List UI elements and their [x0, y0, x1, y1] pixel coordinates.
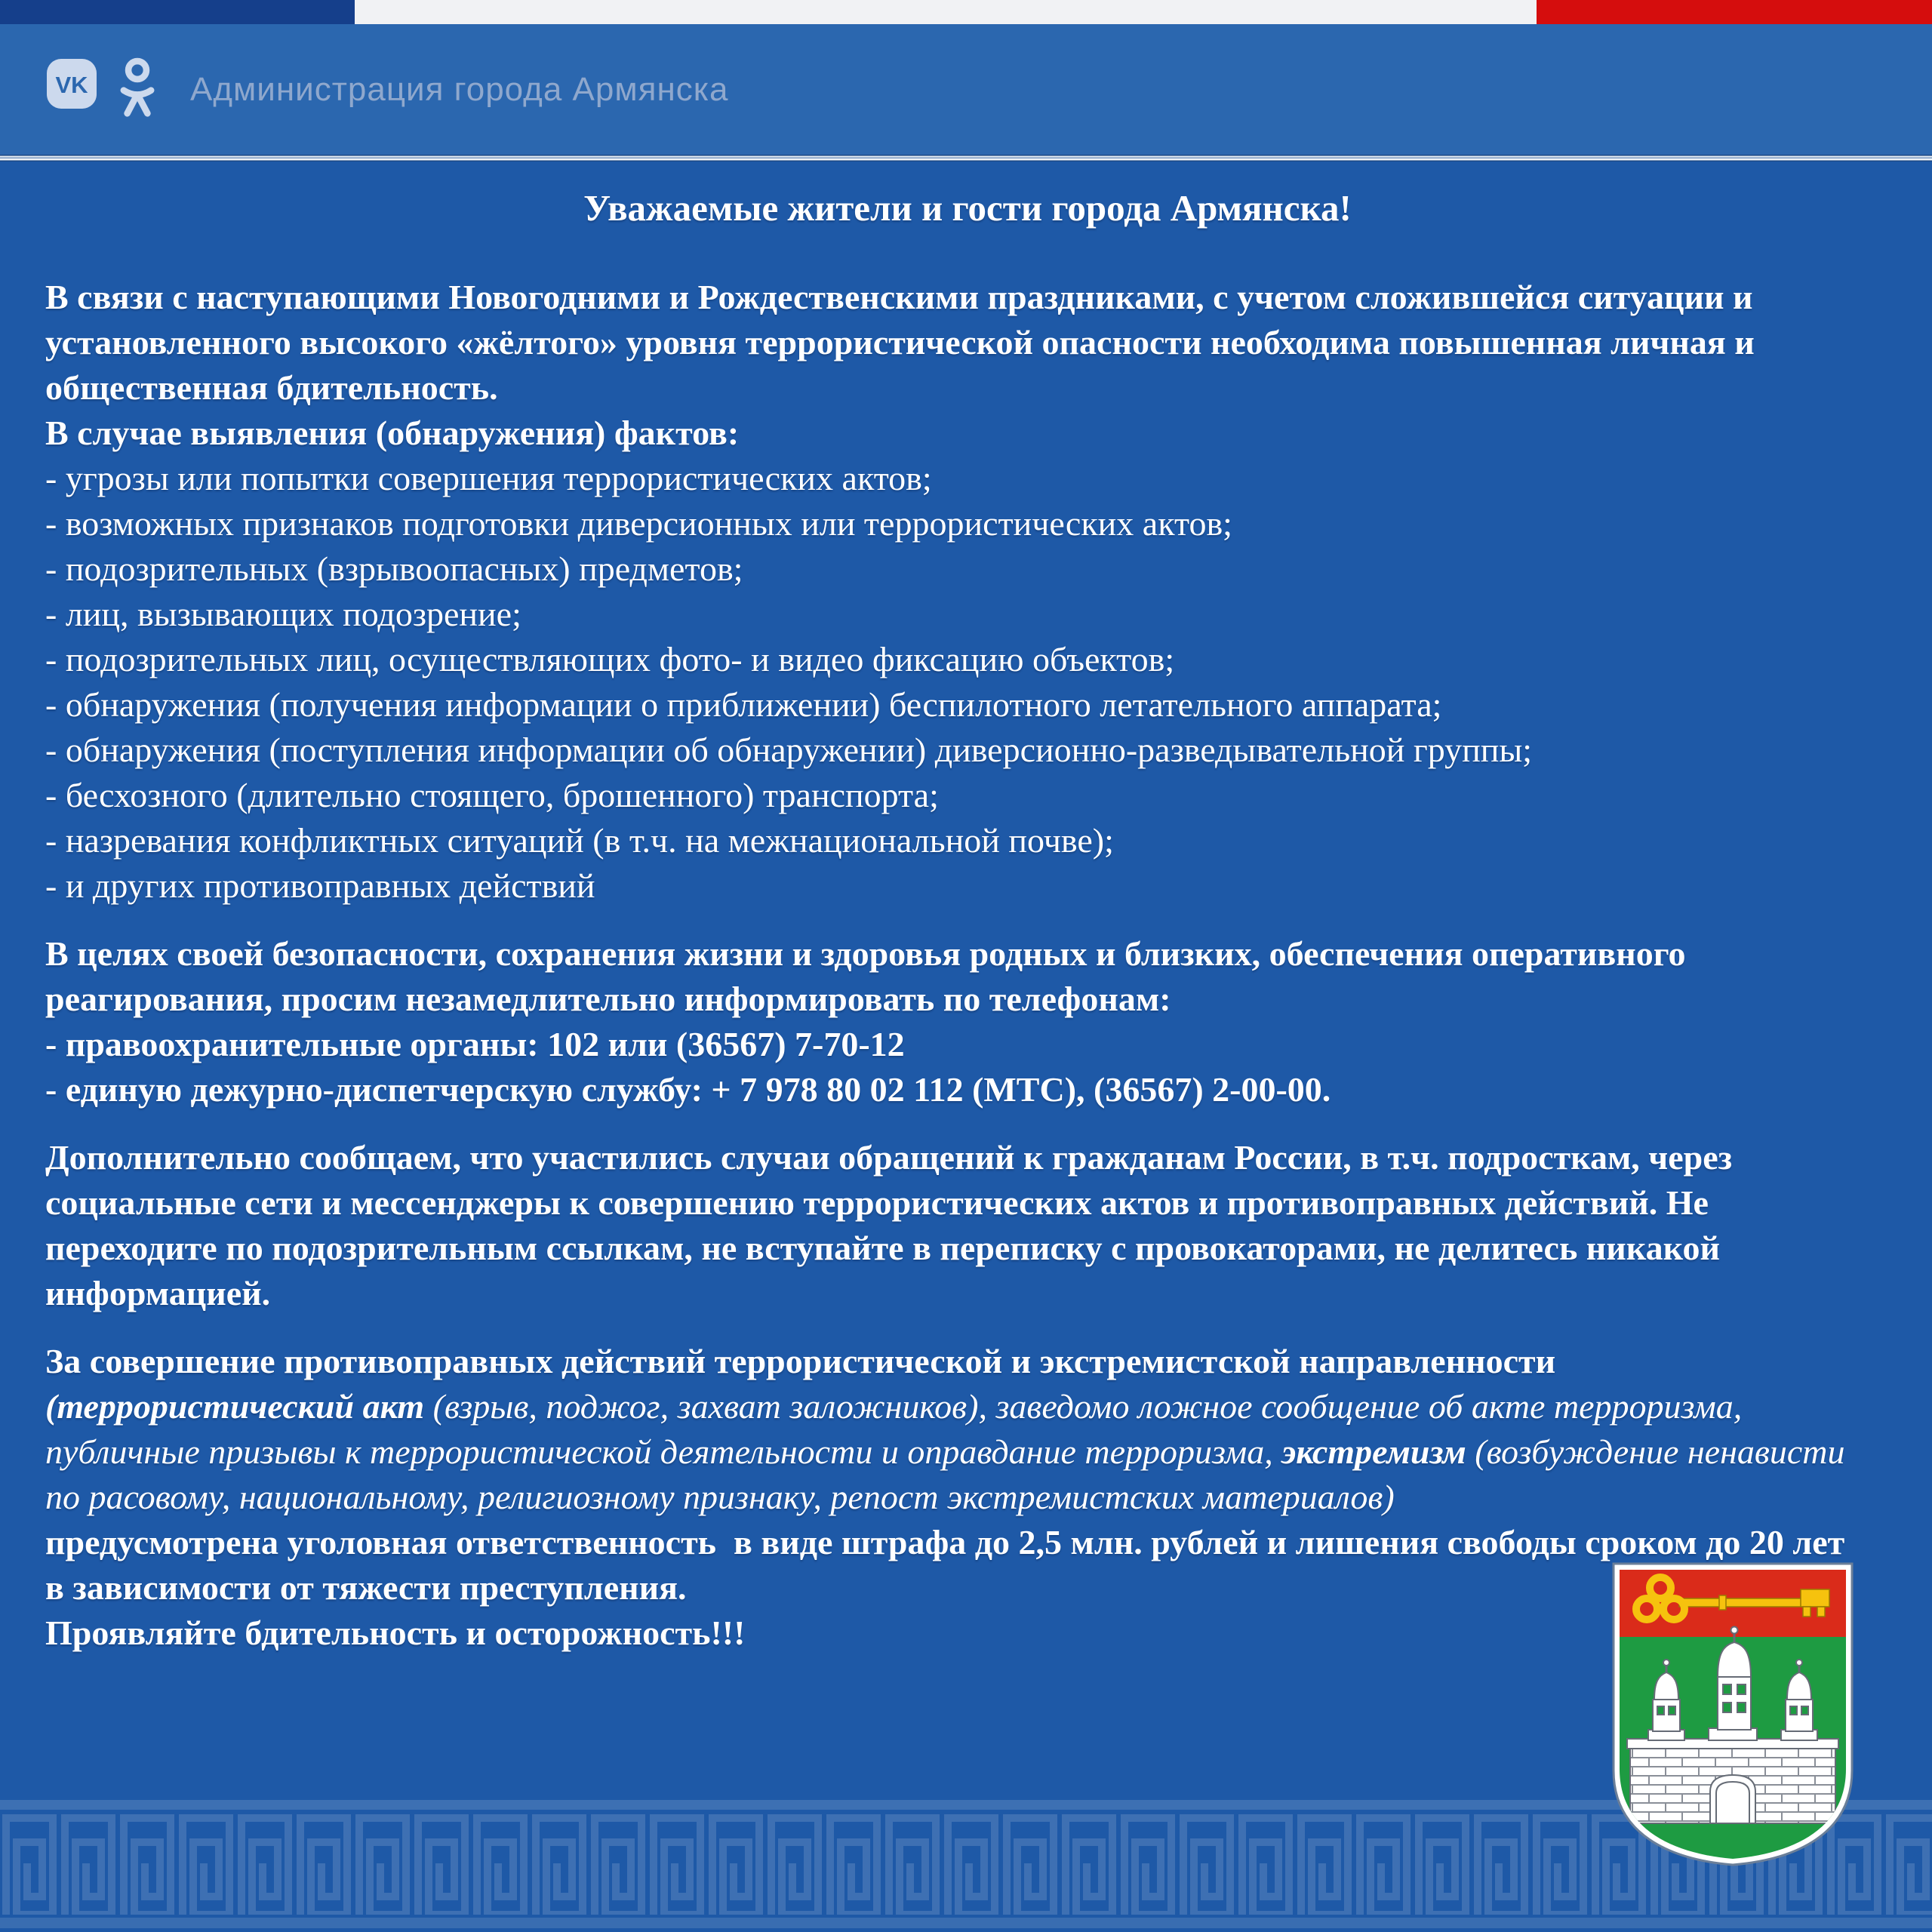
- text-segment: (террористический акт: [45, 1387, 433, 1426]
- body-line: [45, 411, 1890, 456]
- ok-icon: [115, 54, 160, 118]
- text-segment: - лиц, вызывающих подозрение;: [45, 595, 521, 633]
- body-line: [45, 1339, 1890, 1384]
- spacer: [45, 909, 1890, 931]
- spacer: [45, 1112, 1890, 1135]
- body-line: [45, 863, 1890, 909]
- text-segment: - и других противоправных действий: [45, 866, 595, 905]
- body-line: [45, 1135, 1890, 1180]
- vk-logo-glyph: [47, 59, 97, 109]
- body-line: [45, 977, 1890, 1022]
- text-segment: - угрозы или попытки совершения террористических актов;: [45, 459, 932, 497]
- text-segment: - бесхозного (длительно стоящего, брошенного) транспорта;: [45, 776, 939, 814]
- header-divider: [0, 155, 1932, 162]
- flag-stripe: [0, 0, 1932, 24]
- body-line: [45, 682, 1890, 728]
- flag-stripe-white: [355, 0, 1537, 24]
- body-line: [45, 637, 1890, 682]
- body-line: [45, 773, 1890, 818]
- text-segment: установленного высокого «жёлтого» уровня террористической опасности необходима повышенная личная и: [45, 323, 1755, 361]
- body-line: [45, 931, 1890, 977]
- text-segment: в зависимости от тяжести преступления.: [45, 1568, 687, 1607]
- text-segment: Дополнительно сообщаем, что участились случаи обращений к гражданам России, в т.ч. подросткам, через: [45, 1138, 1733, 1177]
- text-segment: В связи с наступающими Новогодними и Рождественскими праздниками, с учетом сложившейся ситуации и: [45, 278, 1753, 316]
- text-segment: информацией.: [45, 1274, 271, 1312]
- text-segment: (возбуждение ненависти: [1466, 1432, 1845, 1471]
- text-segment: - правоохранительные органы: 102 или (36567) 7-70-12: [45, 1025, 905, 1063]
- body-line: [45, 1429, 1890, 1475]
- flag-stripe-navy: [0, 0, 355, 24]
- body-line: [45, 320, 1890, 365]
- ok-logo-glyph: [115, 54, 160, 118]
- header: [0, 24, 1932, 155]
- body-line: [45, 1067, 1890, 1112]
- body-line: [45, 728, 1890, 773]
- meander-bottom-bar: [0, 1918, 1932, 1928]
- body-line: [45, 1022, 1890, 1067]
- body-line: [45, 501, 1890, 546]
- text-segment: За совершение противоправных действий террористической и экстремистской направленности: [45, 1342, 1556, 1380]
- body-line: [45, 818, 1890, 863]
- text-segment: экстремизм: [1281, 1432, 1466, 1471]
- spacer: [45, 1316, 1890, 1339]
- community-name: Администрация города Армянска: [190, 70, 729, 108]
- text-segment: социальные сети и мессенджеры к совершению террористических актов и противоправных действий. Не: [45, 1183, 1709, 1222]
- text-segment: переходите по подозрительным ссылкам, не вступайте в переписку с провокаторами, не делитесь никакой: [45, 1229, 1720, 1267]
- text-segment: - подозрительных лиц, осуществляющих фото- и видео фиксацию объектов;: [45, 640, 1175, 678]
- body-line: [45, 546, 1890, 592]
- text-segment: предусмотрена уголовная ответственность в виде штрафа до 2,5 млн. рублей и лишения свободы сроком до 20 лет: [45, 1523, 1845, 1561]
- text-segment: В целях своей безопасности, сохранения жизни и здоровья родных и близких, обеспечения оперативного: [45, 934, 1686, 973]
- post-text-lines: [45, 275, 1890, 1656]
- text-segment: - подозрительных (взрывоопасных) предметов;: [45, 549, 743, 588]
- text-segment: публичные призывы к террористической деятельности и оправдание терроризма,: [45, 1432, 1282, 1471]
- body-line: [45, 1475, 1890, 1520]
- text-segment: - возможных признаков подготовки диверсионных или террористических актов;: [45, 504, 1232, 543]
- body-line: [45, 592, 1890, 637]
- text-segment: - обнаружения (получения информации о приближении) беспилотного летательного аппарата;: [45, 685, 1442, 724]
- body-line: [45, 1180, 1890, 1226]
- flag-stripe-red: [1537, 0, 1932, 24]
- post-body: [45, 187, 1890, 1656]
- body-line: [45, 1384, 1890, 1429]
- text-segment: реагирования, просим незамедлительно информировать по телефонам:: [45, 980, 1171, 1018]
- text-segment: общественная бдительность.: [45, 368, 498, 407]
- text-segment: В случае выявления (обнаружения) фактов:: [45, 414, 740, 452]
- text-segment: - обнаружения (поступления информации об обнаружении) диверсионно-разведывательной группы;: [45, 731, 1533, 769]
- body-line: [45, 456, 1890, 501]
- text-segment: Проявляйте бдительность и осторожность!!!: [45, 1614, 746, 1652]
- body-line: [45, 365, 1890, 411]
- vk-icon: [47, 59, 97, 109]
- text-segment: (взрыв, поджог, захват заложников), заведомо ложное сообщение об акте терроризма,: [432, 1387, 1743, 1426]
- text-segment: по расовому, национальному, религиозному признаку, репост экстремистских материалов): [45, 1478, 1395, 1516]
- text-segment: - единую дежурно-диспетчерскую службу: + 7 978 80 02 112 (МТС), (36567) 2-00-00.: [45, 1070, 1331, 1109]
- text-segment: - назревания конфликтных ситуаций (в т.ч. на межнациональной почве);: [45, 821, 1114, 860]
- svg-text:VK: VK: [55, 72, 88, 98]
- post-title: Уважаемые жители и гости города Армянска!: [583, 187, 1352, 229]
- body-line: [45, 1226, 1890, 1271]
- coat-of-arms-armyansk: [1607, 1558, 1858, 1871]
- body-line: [45, 1271, 1890, 1316]
- body-line: [45, 275, 1890, 320]
